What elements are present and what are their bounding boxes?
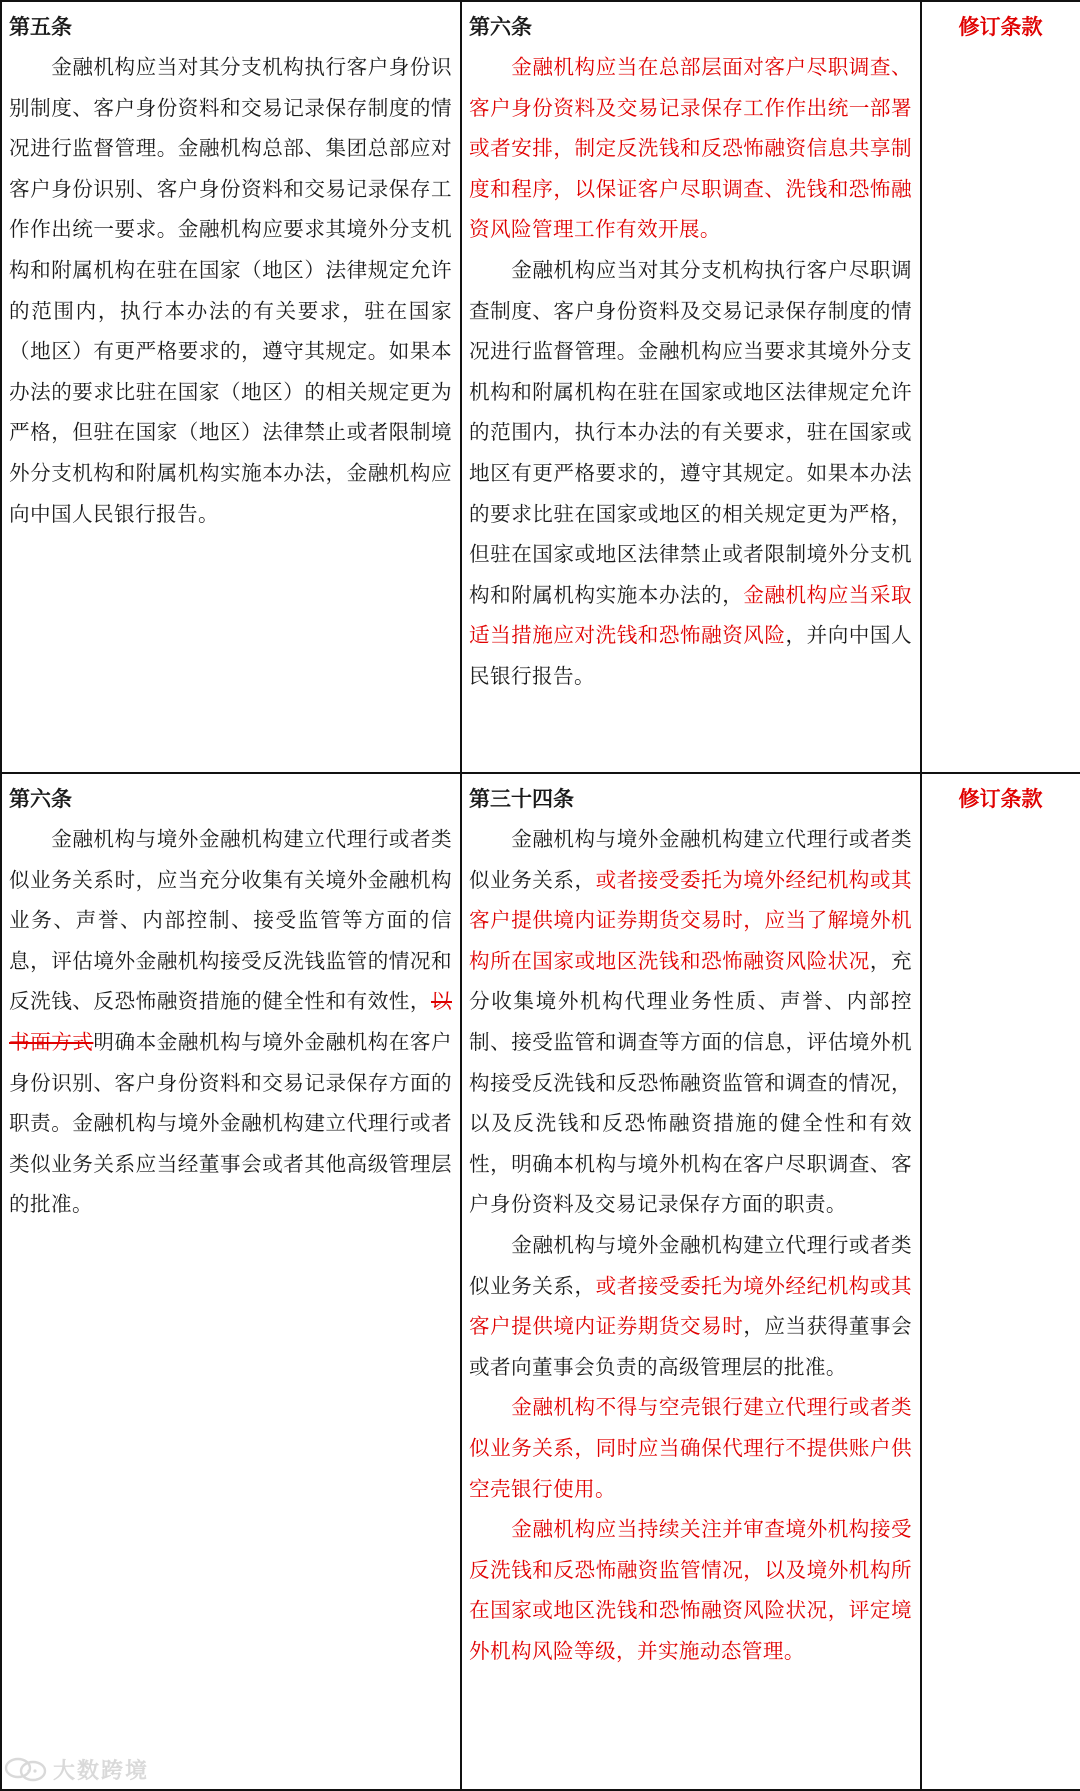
text-run: ，应当获得董事会或者向董事会负责的高级管理层的批准。 — [469, 1314, 913, 1379]
new-article-title: 第三十四条 — [469, 786, 574, 811]
text-run: 金融机构与境外金融机构建立代理行或者类似业务关系， — [469, 827, 912, 892]
text-run: ，充分收集境外机构代理业务性质、声誉、内部控制、接受监管和调查等方面的信息，评估境外机构接受反洗钱和反恐怖融资监管和调查的情况，以及反洗钱和反恐怖融资措施的健全性和有效性，明确本机构与境外机构在客户尽职调查、客户身份资料及交易记录保存方面的职责。 — [469, 948, 912, 1217]
text-run: ，并向中国人民银行报告。 — [469, 623, 912, 688]
new-article-paragraph: 金融机构应当持续关注并审查境外机构接受反洗钱和反恐怖融资监管情况，以及境外机构所在国家或地区洗钱和恐怖融资风险状况，评定境外机构风险等级，并实施动态管理。 — [469, 1517, 912, 1663]
text-run: 金融机构应当对其分支机构执行客户尽职调查制度、客户身份资料及交易记录保存制度的情况进行监督管理。金融机构应当要求其境外分支机构和附属机构在驻在国家或地区法律规定允许的范围内，执行本办法的有关要求，驻在国家或地区有更严格要求的，遵守其规定。如果本办法的要求比驻在国家或地区的相关规定更为严格，但驻在国家或地区法律禁止或者限制境外分支机构和附属机构实施本办法的， — [469, 257, 912, 607]
chat-bubble-logo-icon — [4, 1756, 48, 1784]
text-run: 金融机构与境外金融机构建立代理行或者类似业务关系， — [469, 1232, 912, 1298]
new-article-paragraph: 金融机构不得与空壳银行建立代理行或者类似业务关系，同时应当确保代理行不提供账户供空壳银行使用。 — [469, 1395, 912, 1501]
new-article-paragraph — [469, 819, 912, 1225]
change-type-cell — [921, 1, 1080, 773]
added-text: 金融机构应当采取适当措施应对洗钱和恐怖融资风险 — [469, 582, 913, 648]
watermark-text: 大数跨境 — [53, 1759, 150, 1784]
table-row — [1, 1, 1080, 773]
old-article-cell — [1, 773, 461, 1790]
old-article-cell — [1, 1, 461, 773]
change-type-cell — [921, 773, 1080, 1790]
new-article-cell — [461, 1, 921, 773]
deleted-text: 以书面方式 — [9, 989, 452, 1054]
added-text: 或者接受委托为境外经纪机构或其客户提供境内证券期货交易时 — [469, 1273, 913, 1339]
old-article-title: 第五条 — [9, 14, 72, 39]
new-article-cell — [461, 773, 921, 1790]
watermark — [4, 1754, 149, 1785]
old-article-text: 金融机构应当对其分支机构执行客户身份识别制度、客户身份资料和交易记录保存制度的情况进行监督管理。金融机构总部、集团总部应对客户身份识别、客户身份资料和交易记录保存工作作出统一要求。金融机构应要求其境外分支机构和附属机构在驻在国家（地区）法律规定允许的范围内，执行本办法的有关要求，驻在国家（地区）有更严格要求的，遵守其规定。如果本办法的要求比驻在国家（地区）的相关规定更为严格，但驻在国家（地区）法律禁止或者限制境外分支机构和附属机构实施本办法，金融机构应向中国人民银行报告。 — [9, 55, 452, 526]
text-run: 金融机构与境外金融机构建立代理行或者类似业务关系时，应当充分收集有关境外金融机构业务、声誉、内部控制、接受监管等方面的信息，评估境外金融机构接受反洗钱监管的情况和反洗钱、反恐怖融资措施的健全性和有效性， — [9, 827, 452, 1014]
revision-tag: 修订条款 — [958, 15, 1043, 39]
new-article-paragraph: 金融机构应当在总部层面对客户尽职调查、客户身份资料及交易记录保存工作作出统一部署或者安排，制定反洗钱和反恐怖融资信息共享制度和程序，以保证客户尽职调查、洗钱和恐怖融资风险管理工作有效开展。 — [469, 55, 912, 242]
old-article-title: 第六条 — [9, 786, 72, 811]
added-text: 或者接受委托为境外经纪机构或其客户提供境内证券期货交易时，应当了解境外机构所在国家或地区洗钱和恐怖融资风险状况 — [469, 867, 913, 973]
new-article-title: 第六条 — [469, 14, 532, 39]
text-run: 明确本金融机构与境外金融机构在客户身份识别、客户身份资料和交易记录保存方面的职责。金融机构与境外金融机构建立代理行或者类似业务关系应当经董事会或者其他高级管理层的批准。 — [9, 1029, 452, 1217]
new-article-paragraph — [469, 1225, 912, 1387]
old-article-text — [9, 819, 452, 1225]
revision-tag: 修订条款 — [958, 787, 1043, 811]
new-article-paragraph — [469, 250, 912, 697]
table-row — [1, 773, 1080, 1790]
